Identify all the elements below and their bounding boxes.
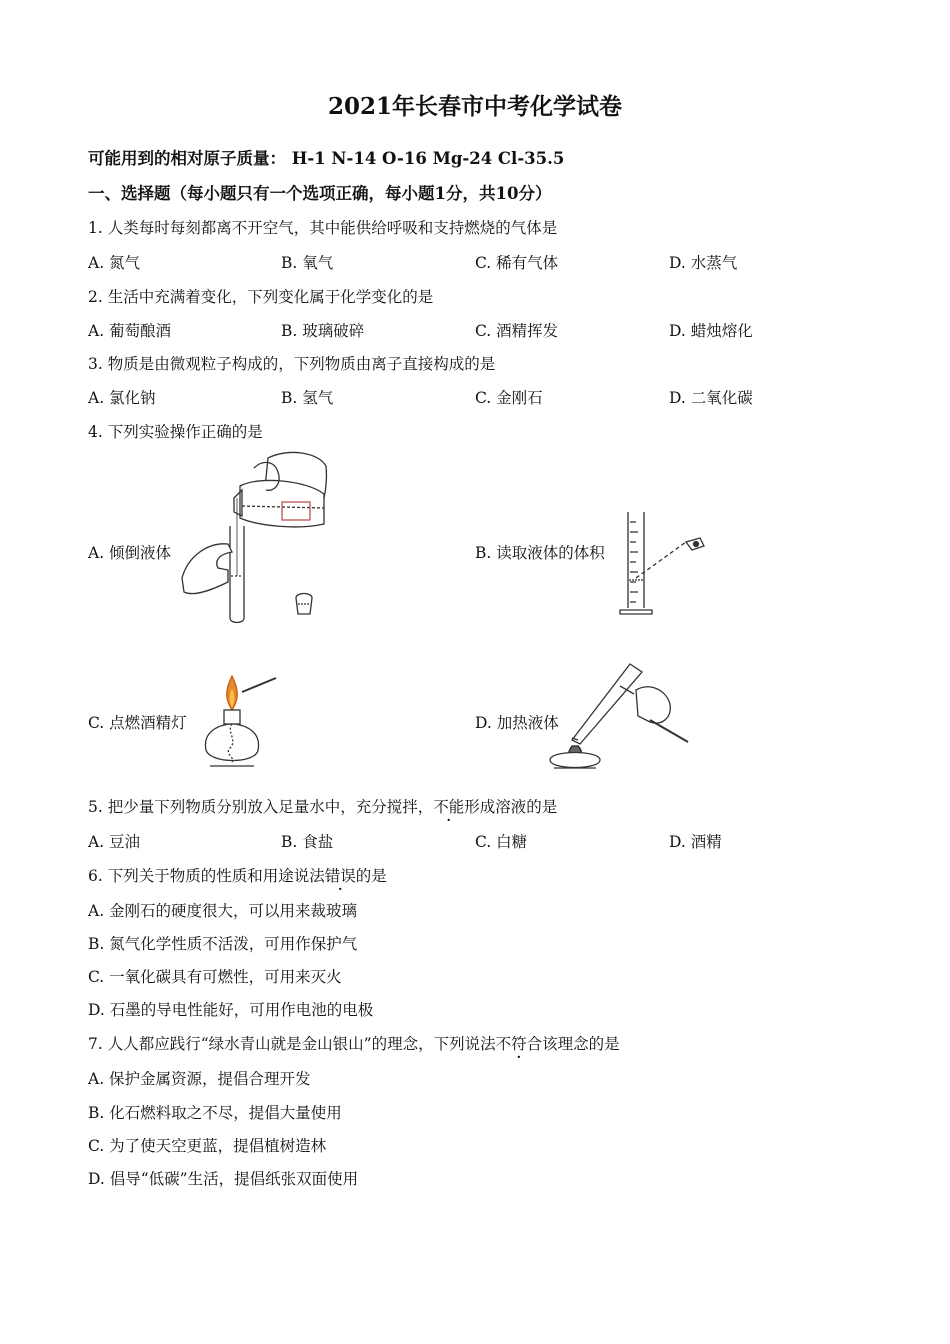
q6-stem-post: 的是	[355, 867, 387, 885]
q2-option-b: B. 玻璃破碎	[281, 322, 365, 340]
question-6-stem	[88, 864, 387, 886]
q5-option-c: C. 白糖	[475, 833, 528, 851]
q7-emphasis: 不符合	[495, 1035, 543, 1053]
q6-option-a: A. 金刚石的硬度很大，可以用来裁玻璃	[88, 902, 358, 920]
q7-option-d: D. 倡导“低碳”生活，提倡纸张双面使用	[88, 1170, 359, 1188]
q1-option-b: B. 氧气	[281, 254, 334, 272]
q7-stem-post: 该理念的是	[542, 1035, 620, 1053]
question-4-stem: 4. 下列实验操作正确的是	[88, 423, 263, 441]
q4-option-b: B. 读取液体的体积	[475, 544, 605, 562]
q1-option-c: C. 稀有气体	[475, 254, 559, 272]
q6-option-b: B. 氮气化学性质不活泼，可用作保护气	[88, 935, 358, 953]
q7-option-a: A. 保护金属资源，提倡合理开发	[88, 1070, 311, 1088]
q5-option-d: D. 酒精	[669, 833, 722, 851]
alcohol-lamp-figure	[196, 670, 286, 780]
q5-option-a: A. 豆油	[88, 833, 141, 851]
heating-liquid-figure	[542, 660, 692, 775]
q6-option-c: C. 一氧化碳具有可燃性，可用来灭火	[88, 968, 342, 986]
q3-option-c: C. 金刚石	[475, 389, 543, 407]
q1-option-a: A. 氮气	[88, 254, 141, 272]
q5-stem-post: 形成溶液的是	[464, 798, 558, 816]
pouring-liquid-figure	[178, 446, 338, 626]
q2-option-a: A. 葡萄酿酒	[88, 322, 172, 340]
question-3-stem: 3. 物质是由微观粒子构成的，下列物质由离子直接构成的是	[88, 355, 496, 373]
atomic-masses: 可能用到的相对原子质量： H-1 N-14 O-16 Mg-24 Cl-35.5	[88, 149, 565, 168]
section-heading: 一、选择题（每小题只有一个选项正确，每小题1分，共10分）	[88, 184, 552, 203]
q6-stem-pre: 6. 下列关于物质的性质和用途说法	[88, 867, 325, 885]
q7-option-c: C. 为了使天空更蓝，提倡植树造林	[88, 1137, 327, 1155]
q6-emphasis: 错误	[324, 867, 356, 885]
graduated-cylinder-figure	[614, 508, 714, 618]
page-title: 2021年长春市中考化学试卷	[327, 93, 622, 120]
q7-option-b: B. 化石燃料取之不尽，提倡大量使用	[88, 1104, 342, 1122]
q7-stem-pre: 7. 人人都应践行“绿水青山就是金山银山”的理念，下列说法	[88, 1035, 496, 1053]
question-7-stem	[88, 1032, 620, 1054]
q6-option-d: D. 石墨的导电性能好，可用作电池的电极	[88, 1001, 374, 1019]
q5-stem-pre: 5. 把少量下列物质分别放入足量水中，充分搅拌，	[88, 798, 434, 816]
q5-emphasis: 不能	[433, 798, 465, 816]
question-1-stem: 1. 人类每时每刻都离不开空气，其中能供给呼吸和支持燃烧的气体是	[88, 219, 558, 237]
question-5-stem	[88, 795, 557, 817]
q3-option-b: B. 氢气	[281, 389, 334, 407]
q1-option-d: D. 水蒸气	[669, 254, 738, 272]
q2-option-c: C. 酒精挥发	[475, 322, 559, 340]
q4-option-d: D. 加热液体	[475, 714, 559, 732]
question-2-stem: 2. 生活中充满着变化，下列变化属于化学变化的是	[88, 288, 434, 306]
q4-option-c: C. 点燃酒精灯	[88, 714, 187, 732]
q3-option-a: A. 氯化钠	[88, 389, 156, 407]
q4-option-a: A. 倾倒液体	[88, 544, 172, 562]
q5-option-b: B. 食盐	[281, 833, 334, 851]
q2-option-d: D. 蜡烛熔化	[669, 322, 753, 340]
q3-option-d: D. 二氧化碳	[669, 389, 753, 407]
